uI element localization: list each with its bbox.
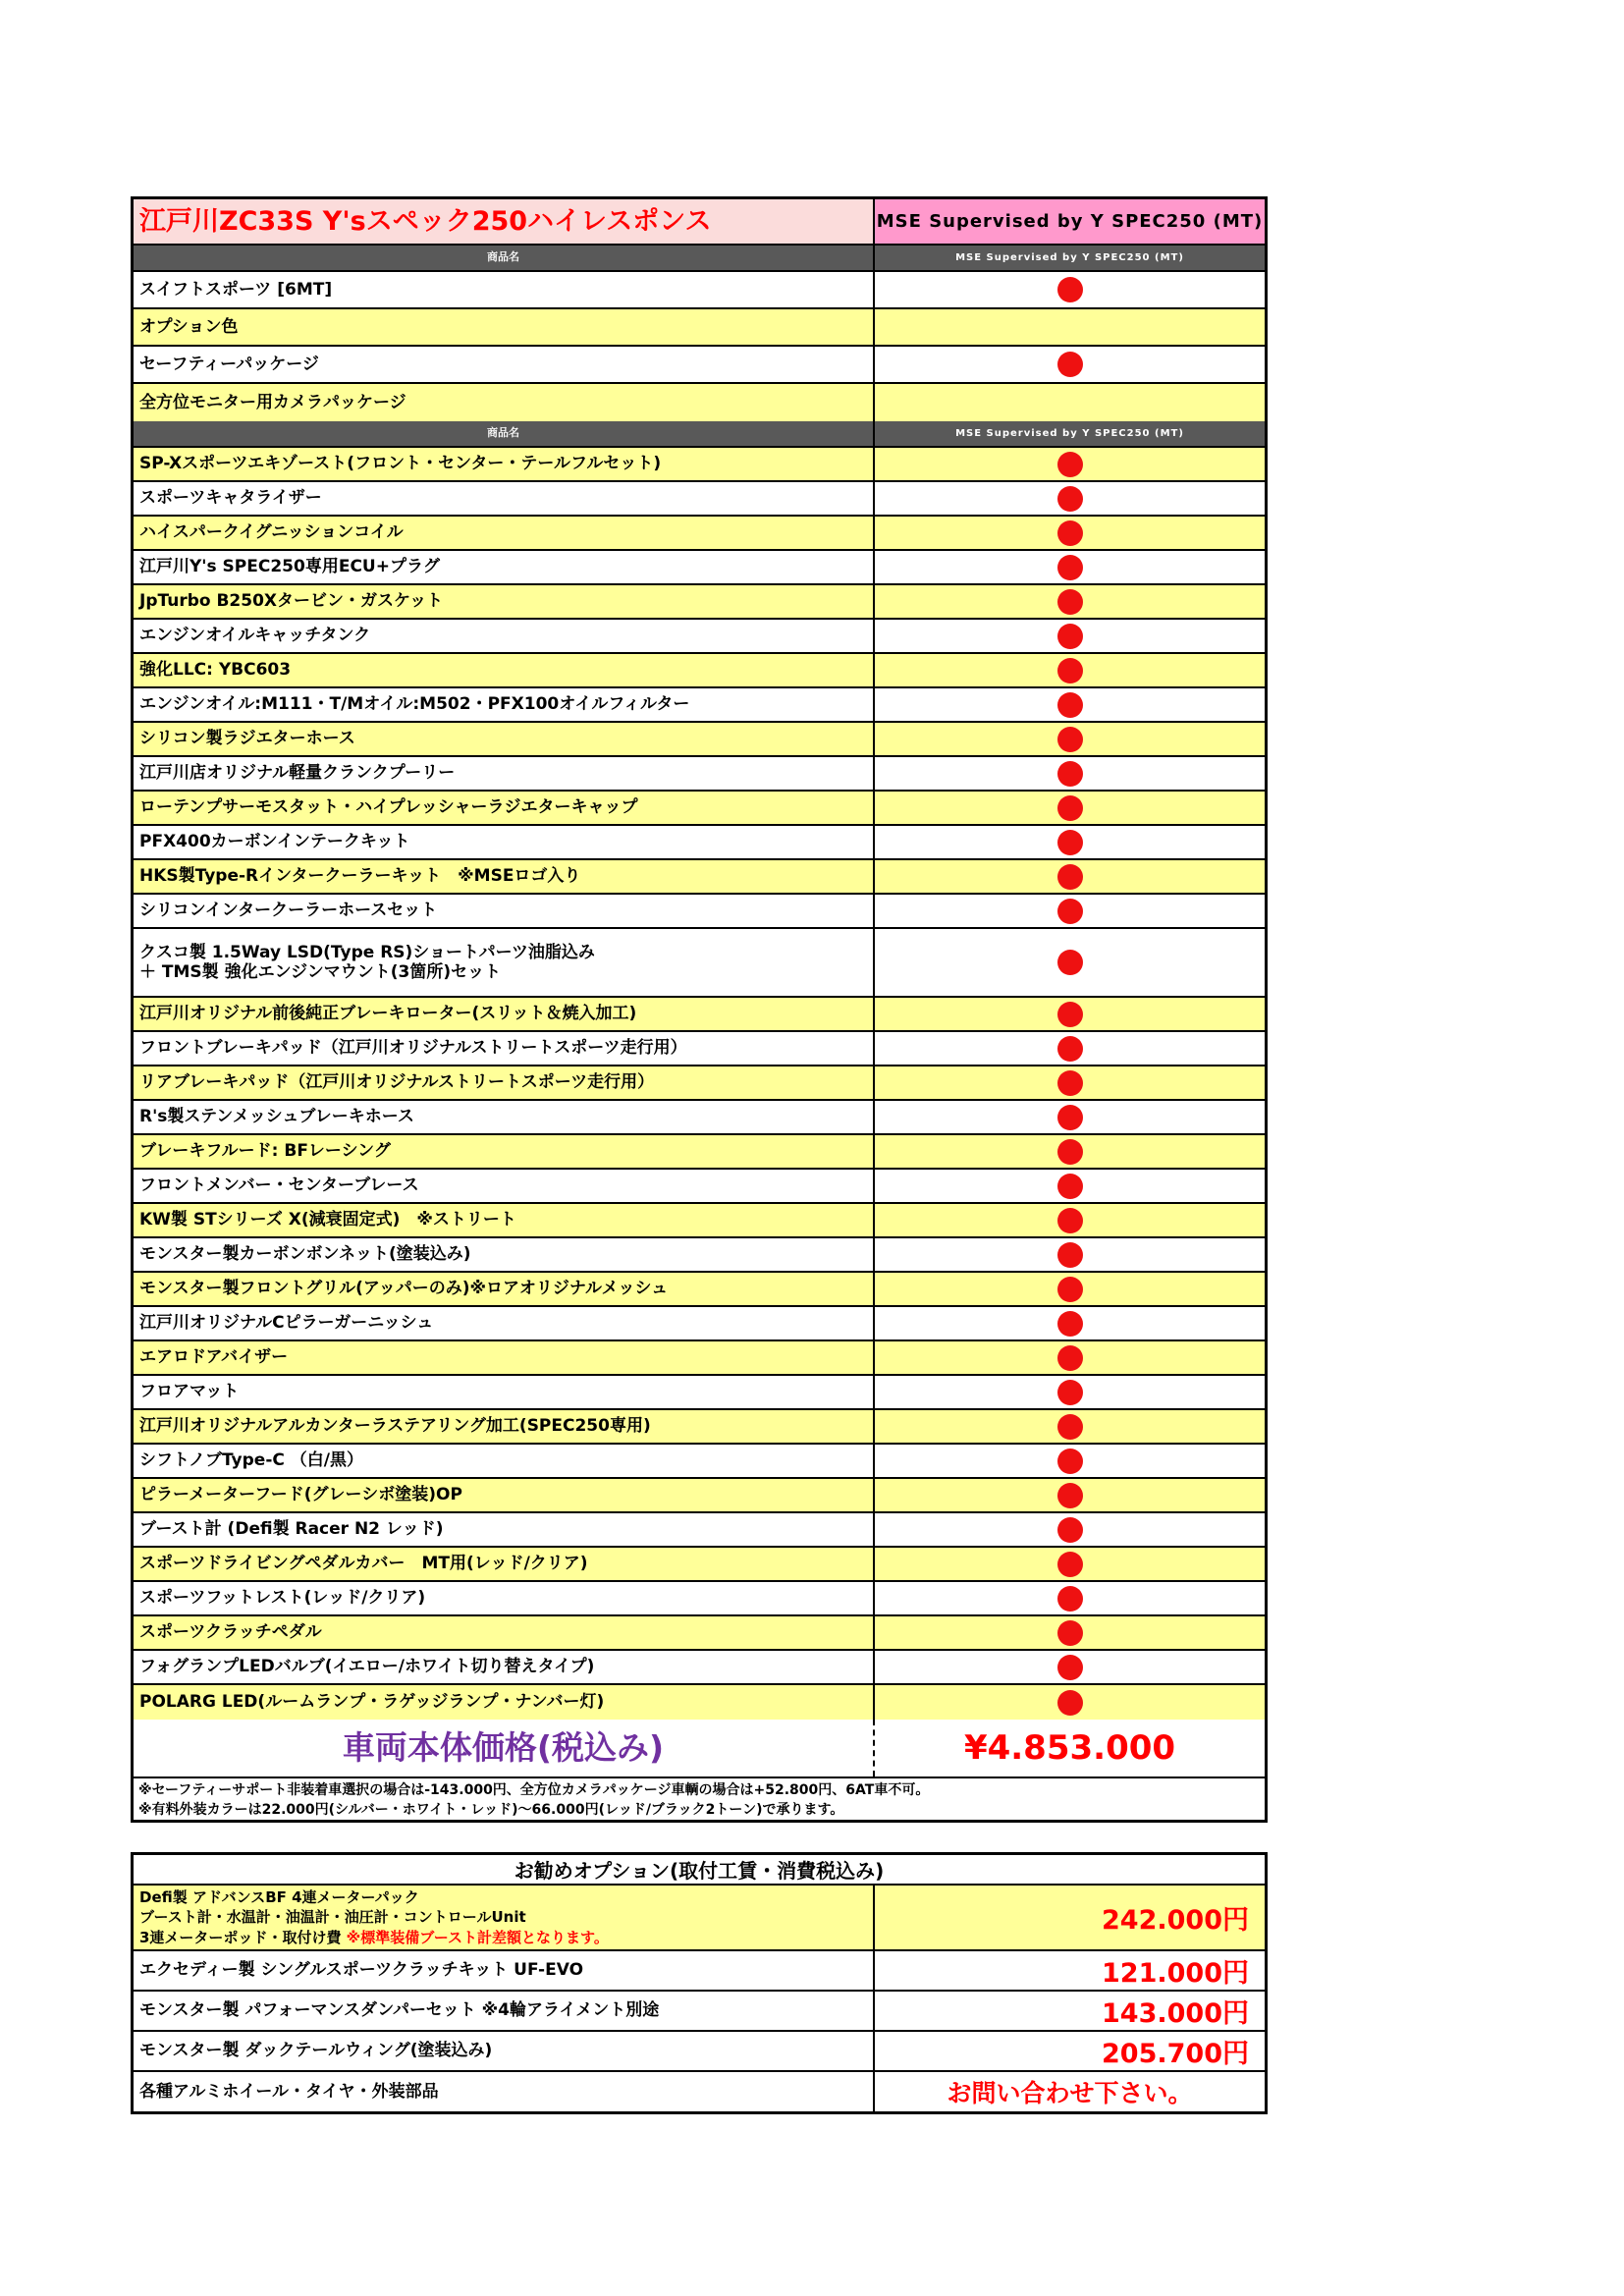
page-title: 江戸川ZC33S Y'sスペック250ハイレスポンス <box>139 205 712 237</box>
included-cell <box>875 757 1265 790</box>
grade-header-label: MSE Supervised by Y SPEC250 (MT) <box>876 211 1264 232</box>
item-label: SP-Xスポーツエキゾースト(フロント・センター・テールフルセット) <box>139 454 662 474</box>
item-label-cell <box>134 860 875 893</box>
item-label-cell <box>134 1101 875 1133</box>
table-row <box>134 1616 1265 1651</box>
item-label-cell <box>134 1307 875 1339</box>
item-label-cell <box>134 1513 875 1546</box>
grade-subheader: MSE Supervised by Y SPEC250 (MT) <box>955 252 1184 263</box>
item-label-cell <box>134 448 875 480</box>
item-label-cell <box>134 895 875 927</box>
item-label: エアロドアバイザー <box>139 1347 289 1368</box>
item-label: ハイスパークイグニッションコイル <box>139 522 404 543</box>
product-name-header: 商品名 <box>134 421 875 446</box>
item-label-cell <box>134 998 875 1030</box>
option-label-line: モンスター製 パフォーマンスダンパーセット ※4輪アライメント別途 <box>139 2000 660 2021</box>
table-row <box>134 998 1265 1032</box>
included-dot <box>1057 486 1083 512</box>
included-cell <box>875 860 1265 893</box>
item-label-cell <box>134 654 875 686</box>
footnote-line: ※セーフティーサポート非装着車選択の場合は-143.000円、全方位カメラパッケージ車輌の場合は+52.800円、6AT車不可。 <box>138 1782 930 1798</box>
table-row <box>134 585 1265 620</box>
table-row <box>134 517 1265 551</box>
item-label: 全方位モニター用カメラパッケージ <box>139 392 406 412</box>
included-dot <box>1057 658 1083 683</box>
table-row <box>134 1273 1265 1307</box>
column-header-band <box>134 246 1265 272</box>
item-label-cell <box>134 1204 875 1236</box>
item-label-cell <box>134 551 875 583</box>
included-dot <box>1057 727 1083 752</box>
option-row <box>134 1951 1265 1992</box>
included-dot <box>1057 1620 1083 1646</box>
included-cell <box>875 1376 1265 1408</box>
included-dot <box>1057 352 1083 377</box>
table-row <box>134 1513 1265 1548</box>
item-label: スポーツクラッチペダル <box>139 1622 322 1643</box>
included-cell <box>875 1066 1265 1099</box>
included-cell <box>875 1273 1265 1305</box>
included-cell <box>875 1582 1265 1614</box>
included-dot <box>1057 1517 1083 1543</box>
item-label: ブースト計 (Defi製 Racer N2 レッド) <box>139 1519 444 1540</box>
item-label-cell <box>134 1445 875 1477</box>
table-row <box>134 1548 1265 1582</box>
included-dot <box>1057 950 1083 975</box>
table-row <box>134 1445 1265 1479</box>
parts-rows <box>134 448 1265 1720</box>
option-price: 121.000円 <box>1102 1957 1249 1989</box>
item-label: エンジンオイルキャッチタンク <box>139 626 371 646</box>
included-dot <box>1057 589 1083 615</box>
included-cell <box>875 1341 1265 1374</box>
item-label: セーフティーパッケージ <box>139 354 319 374</box>
included-cell <box>875 585 1265 618</box>
included-cell <box>875 688 1265 721</box>
option-label-line: 各種アルミホイール・タイヤ・外装部品 <box>139 2081 439 2102</box>
item-label: スポーツドライビングペダルカバー MT用(レッド/クリア) <box>139 1554 588 1574</box>
included-cell <box>875 1410 1265 1443</box>
included-cell <box>875 517 1265 549</box>
total-price-value-cell <box>875 1720 1265 1777</box>
item-label: ブレーキフルード: BFレーシング <box>139 1141 391 1162</box>
included-cell <box>875 1238 1265 1271</box>
item-label: リアブレーキパッド（江戸川オリジナルストリートスポーツ走行用） <box>139 1072 655 1093</box>
table-row <box>134 895 1265 929</box>
table-row <box>134 860 1265 895</box>
included-cell <box>875 1307 1265 1339</box>
included-dot <box>1057 555 1083 580</box>
item-label: クスコ製 1.5Way LSD(Type RS)ショートパーツ油脂込み <box>139 942 595 962</box>
option-label-cell <box>134 1992 875 2030</box>
included-cell <box>875 723 1265 755</box>
table-row <box>134 309 1265 347</box>
included-cell <box>875 384 1265 421</box>
option-price: 242.000円 <box>1102 1904 1249 1936</box>
table-row <box>134 347 1265 384</box>
option-rows <box>134 1886 1265 2111</box>
item-label-cell <box>134 1479 875 1511</box>
item-label-cell <box>134 1032 875 1065</box>
included-cell <box>875 620 1265 652</box>
item-label: R's製ステンメッシュブレーキホース <box>139 1107 414 1127</box>
included-cell <box>875 792 1265 824</box>
table-row <box>134 1376 1265 1410</box>
included-dot <box>1057 1277 1083 1302</box>
option-label-line: 3連メーターポッド・取付け費 ※標準装備ブースト計差額となります。 <box>139 1928 609 1946</box>
item-label: エンジンオイル:M111・T/Mオイル:M502・PFX100オイルフィルター <box>139 694 690 715</box>
option-label-cell <box>134 1951 875 1990</box>
included-dot <box>1057 277 1083 302</box>
included-dot <box>1057 452 1083 477</box>
item-label: 強化LLC: YBC603 <box>139 660 292 681</box>
item-label-cell <box>134 1273 875 1305</box>
item-label-cell <box>134 517 875 549</box>
item-label: シリコンインタークーラーホースセット <box>139 901 438 921</box>
included-cell <box>875 1170 1265 1202</box>
recommended-options-table <box>131 1852 1268 2114</box>
table-row <box>134 1170 1265 1204</box>
item-label: フォグランプLEDバルブ(イエロー/ホワイト切り替えタイプ) <box>139 1657 595 1677</box>
included-cell <box>875 347 1265 382</box>
product-name-header: 商品名 <box>134 246 875 270</box>
item-label-cell <box>134 1066 875 1099</box>
table-row <box>134 688 1265 723</box>
item-label: フロアマット <box>139 1382 240 1402</box>
base-vehicle-rows <box>134 272 1265 421</box>
table-row <box>134 1238 1265 1273</box>
item-label: スポーツキャタライザー <box>139 488 322 509</box>
table-row <box>134 1101 1265 1135</box>
item-label-cell <box>134 1582 875 1614</box>
total-price-label-cell <box>134 1720 875 1777</box>
item-label-cell <box>134 688 875 721</box>
included-cell <box>875 1616 1265 1649</box>
item-label: フロントブレーキパッド（江戸川オリジナルストリートスポーツ走行用） <box>139 1038 687 1059</box>
item-label-cell <box>134 792 875 824</box>
options-title: お勧めオプション(取付工賃・消費税込み) <box>134 1855 1265 1886</box>
included-dot <box>1057 830 1083 855</box>
included-dot <box>1057 1414 1083 1440</box>
included-dot <box>1057 1552 1083 1577</box>
item-label-line2: ＋ TMS製 強化エンジンマウント(3箇所)セット <box>139 962 502 982</box>
grade-subheader: MSE Supervised by Y SPEC250 (MT) <box>955 428 1184 439</box>
table-row <box>134 929 1265 998</box>
option-red-note: ※標準装備ブースト計差額となります。 <box>346 1928 609 1946</box>
total-price-row <box>134 1720 1265 1778</box>
option-label-cell <box>134 1886 875 1949</box>
table-row <box>134 272 1265 309</box>
included-cell <box>875 1204 1265 1236</box>
item-label: JpTurbo B250Xタービン・ガスケット <box>139 591 444 612</box>
included-cell <box>875 551 1265 583</box>
title-cell <box>134 199 875 244</box>
item-label: ローテンプサーモスタット・ハイプレッシャーラジエターキャップ <box>139 797 638 818</box>
item-label-cell <box>134 1685 875 1720</box>
vehicle-spec-table <box>131 196 1268 1823</box>
item-label-cell <box>134 1135 875 1168</box>
included-cell <box>875 448 1265 480</box>
included-cell <box>875 272 1265 307</box>
item-label: 江戸川店オリジナル軽量クランクプーリー <box>139 763 456 784</box>
item-label: 江戸川オリジナルアルカンターラステアリング加工(SPEC250専用) <box>139 1416 651 1437</box>
table-row <box>134 384 1265 421</box>
item-label: HKS製Type-Rインタークーラーキット ※MSEロゴ入り <box>139 866 581 887</box>
included-dot <box>1057 1311 1083 1337</box>
included-dot <box>1057 1242 1083 1268</box>
item-label: シフトノブType-C （白/黒） <box>139 1450 363 1471</box>
option-row <box>134 2072 1265 2111</box>
included-cell <box>875 1685 1265 1720</box>
table-row <box>134 1066 1265 1101</box>
table-row <box>134 1032 1265 1066</box>
column-header-band <box>134 421 1265 448</box>
included-cell <box>875 1032 1265 1065</box>
included-cell <box>875 1479 1265 1511</box>
title-row <box>134 199 1265 246</box>
included-cell <box>875 1651 1265 1683</box>
included-dot <box>1057 1105 1083 1130</box>
table-row <box>134 792 1265 826</box>
included-dot <box>1057 624 1083 649</box>
option-label-line: モンスター製 ダックテールウィング(塗装込み) <box>139 2041 493 2061</box>
item-label-cell <box>134 826 875 858</box>
option-label-line: エクセディー製 シングルスポーツクラッチキット UF-EVO <box>139 1960 584 1981</box>
item-label-cell <box>134 1238 875 1271</box>
footnotes <box>134 1778 1265 1820</box>
table-row <box>134 448 1265 482</box>
table-row <box>134 1135 1265 1170</box>
item-label-cell <box>134 620 875 652</box>
table-row <box>134 1582 1265 1616</box>
table-row <box>134 723 1265 757</box>
table-row <box>134 620 1265 654</box>
included-dot <box>1057 520 1083 546</box>
included-cell <box>875 826 1265 858</box>
table-row <box>134 482 1265 517</box>
included-dot <box>1057 1174 1083 1199</box>
item-label: モンスター製フロントグリル(アッパーのみ)※ロアオリジナルメッシュ <box>139 1279 669 1299</box>
item-label-cell <box>134 1616 875 1649</box>
table-row <box>134 1685 1265 1720</box>
item-label-cell <box>134 384 875 421</box>
item-label: 江戸川オリジナルCピラーガーニッシュ <box>139 1313 434 1334</box>
included-cell <box>875 1513 1265 1546</box>
table-row <box>134 1651 1265 1685</box>
total-price-value: ¥4.853.000 <box>963 1728 1176 1768</box>
item-label-cell <box>134 1548 875 1580</box>
item-label: スポーツフットレスト(レッド/クリア) <box>139 1588 426 1609</box>
included-dot <box>1057 1690 1083 1716</box>
included-dot <box>1057 1002 1083 1027</box>
option-price: 143.000円 <box>1102 1997 1249 2029</box>
item-label-cell <box>134 1170 875 1202</box>
table-row <box>134 757 1265 792</box>
option-row <box>134 1886 1265 1951</box>
included-cell <box>875 482 1265 515</box>
total-price-label: 車両本体価格(税込み) <box>342 1727 665 1767</box>
option-label-line: ブースト計・水温計・油温計・油圧計・コントロールUnit <box>139 1908 526 1927</box>
option-price: 205.700円 <box>1102 2038 1249 2069</box>
included-dot <box>1057 1655 1083 1680</box>
table-row <box>134 1307 1265 1341</box>
included-cell <box>875 998 1265 1030</box>
included-cell <box>875 929 1265 996</box>
table-row <box>134 1341 1265 1376</box>
item-label: KW製 STシリーズ X(減衰固定式) ※ストリート <box>139 1210 516 1230</box>
option-row <box>134 2032 1265 2072</box>
included-dot <box>1057 1380 1083 1405</box>
included-dot <box>1057 1586 1083 1612</box>
item-label-cell <box>134 1341 875 1374</box>
item-label: ピラーメーターフード(グレーシボ塗装)OP <box>139 1485 462 1505</box>
item-label-cell <box>134 272 875 307</box>
item-label: POLARG LED(ルームランプ・ラゲッジランプ・ナンバー灯) <box>139 1692 605 1713</box>
option-price: お問い合わせ下さい。 <box>947 2078 1193 2107</box>
option-label-cell <box>134 2072 875 2111</box>
item-label-cell <box>134 585 875 618</box>
item-label: 江戸川Y's SPEC250専用ECU+プラグ <box>139 557 440 577</box>
included-dot <box>1057 795 1083 821</box>
included-dot <box>1057 899 1083 924</box>
included-dot <box>1057 1139 1083 1165</box>
table-row <box>134 826 1265 860</box>
item-label-cell <box>134 1376 875 1408</box>
item-label-cell <box>134 482 875 515</box>
included-dot <box>1057 1208 1083 1233</box>
table-row <box>134 551 1265 585</box>
included-dot <box>1057 1345 1083 1371</box>
item-label: PFX400カーボンインテークキット <box>139 832 410 852</box>
included-dot <box>1057 692 1083 718</box>
included-cell <box>875 895 1265 927</box>
item-label: 江戸川オリジナル前後純正ブレーキローター(スリット＆焼入加工) <box>139 1004 637 1024</box>
item-label: スイフトスポーツ [6MT] <box>139 279 333 300</box>
included-dot <box>1057 1449 1083 1474</box>
option-row <box>134 1992 1265 2032</box>
included-dot <box>1057 1070 1083 1096</box>
table-row <box>134 1410 1265 1445</box>
included-dot <box>1057 761 1083 787</box>
item-label-cell <box>134 1410 875 1443</box>
included-dot <box>1057 864 1083 890</box>
item-label-cell <box>134 347 875 382</box>
item-label-cell <box>134 1651 875 1683</box>
item-label-cell <box>134 309 875 345</box>
included-cell <box>875 654 1265 686</box>
included-dot <box>1057 1483 1083 1508</box>
included-cell <box>875 1101 1265 1133</box>
option-label-cell <box>134 2032 875 2070</box>
item-label-cell <box>134 723 875 755</box>
item-label: フロントメンバー・センターブレース <box>139 1175 419 1196</box>
included-cell <box>875 1548 1265 1580</box>
included-cell <box>875 1135 1265 1168</box>
item-label: オプション色 <box>139 316 239 337</box>
table-row <box>134 654 1265 688</box>
table-row <box>134 1479 1265 1513</box>
included-cell <box>875 309 1265 345</box>
option-label-line: Defi製 アドバンスBF 4連メーターパック <box>139 1888 419 1906</box>
table-row <box>134 1204 1265 1238</box>
footnote-line: ※有料外装カラーは22.000円(シルバー・ホワイト・レッド)～66.000円(レッド/ブラック2トーン)で承ります。 <box>138 1801 844 1818</box>
item-label-cell <box>134 929 875 996</box>
item-label: シリコン製ラジエターホース <box>139 729 355 749</box>
grade-header-cell <box>875 199 1265 244</box>
item-label: モンスター製カーボンボンネット(塗装込み) <box>139 1244 471 1265</box>
item-label-cell <box>134 757 875 790</box>
included-dot <box>1057 1036 1083 1062</box>
included-cell <box>875 1445 1265 1477</box>
